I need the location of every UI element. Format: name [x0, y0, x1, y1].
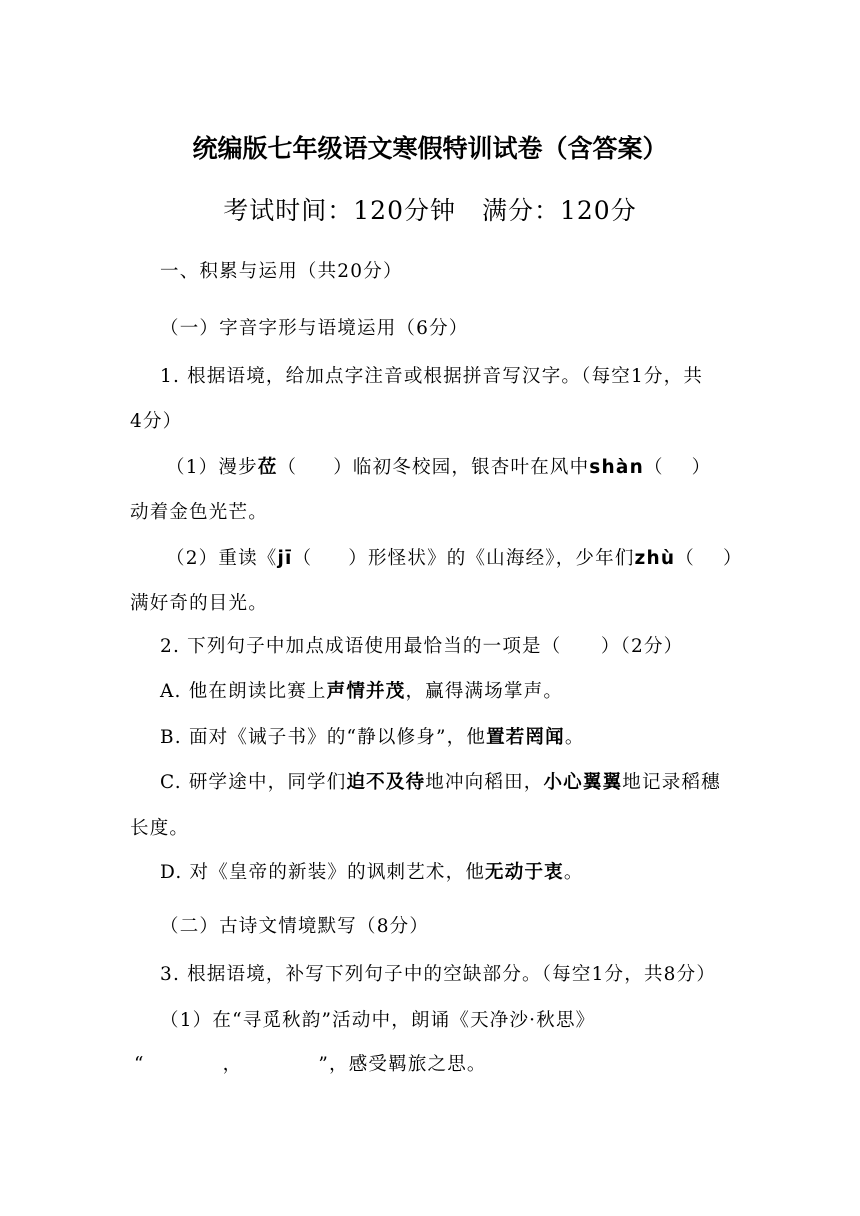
option-c-text-end: 地记录稻穗 [622, 772, 721, 793]
q1-item1-line1 [166, 455, 711, 481]
close-text: ”，感受羁旅之思。 [318, 1054, 487, 1075]
q2-option-c-line1 [160, 770, 721, 796]
q1-item1-line2: 动着金色光芒。 [130, 502, 268, 523]
pinyin-shan: shàn [589, 457, 644, 478]
option-d-text: D. 对《皇帝的新装》的讽刺艺术，他 [160, 862, 486, 883]
option-d-idiom: 无动于衷 [485, 862, 564, 883]
option-d-text-end: 。 [563, 862, 584, 883]
q1-item1-text-e: ） [691, 457, 712, 478]
option-c-text-mid: 地冲向稻田， [425, 772, 544, 793]
q1-item1-text-a: （1）漫步 [166, 457, 258, 478]
page-title: 统编版七年级语文寒假特训试卷（含答案） [192, 134, 668, 163]
q1-item2-text-c: ）形怪状》的《山海经》，少年们 [348, 548, 635, 569]
q1-item2-line2: 满好奇的目光。 [130, 593, 268, 614]
part1-heading: （一）字音字形与语境运用（6分） [160, 318, 469, 339]
comma: ， [222, 1054, 243, 1075]
q2-stem: 2. 下列句子中加点成语使用最恰当的一项是（ ）（2分） [160, 636, 684, 657]
exam-info: 考试时间：120分钟 满分：120分 [223, 196, 637, 225]
open-quote: “ [134, 1054, 145, 1075]
q2-option-b [160, 725, 585, 751]
q1-item2-text-d: （ [675, 548, 695, 569]
q1-item2-text-a: （2）重读《 [166, 548, 278, 569]
dotted-char: 莅 [257, 457, 278, 478]
q1-item1-text-d: （ [643, 457, 664, 478]
q2-option-a [160, 679, 563, 705]
option-a-text: A. 他在朗读比赛上 [160, 681, 327, 702]
pinyin-ji: jī [277, 548, 293, 569]
section1-heading: 一、积累与运用（共20分） [160, 261, 403, 282]
option-c-idiom1: 迫不及待 [346, 772, 426, 793]
q3-item1-line1: （1）在“寻觅秋韵”活动中，朗诵《天净沙·秋思》 [160, 1010, 596, 1031]
option-a-text-end: ，赢得满场掌声。 [405, 681, 564, 702]
q1-item1-text-c: ）临初冬校园，银杏叶在风中 [333, 457, 590, 478]
option-b-idiom: 置若罔闻 [486, 727, 565, 748]
option-b-text: B. 面对《诫子书》的“静以修身”，他 [160, 727, 487, 748]
q1-stem-line1: 1. 根据语境，给加点字注音或根据拼音写汉字。（每空1分，共 [160, 366, 704, 387]
q1-item2-text-e: ） [722, 548, 743, 569]
option-a-idiom: 声情并茂 [326, 681, 406, 702]
q3-stem: 3. 根据语境，补写下列句子中的空缺部分。（每空1分，共8分） [160, 964, 717, 985]
option-c-idiom2: 小心翼翼 [543, 772, 623, 793]
q2-option-d [160, 860, 584, 886]
option-c-text: C. 研学途中，同学们 [160, 772, 347, 793]
q1-item2-line1 [166, 546, 743, 572]
q1-item1-text-b: （ [277, 457, 298, 478]
part2-heading: （二）古诗文情境默写（8分） [160, 916, 430, 937]
option-b-text-end: 。 [564, 727, 585, 748]
q1-item2-text-b: （ [292, 548, 313, 569]
pinyin-zhu: zhù [634, 548, 676, 569]
q1-stem-line2: 4分） [130, 411, 183, 432]
q2-option-c-line2: 长度。 [130, 818, 190, 839]
q3-item1-line2 [134, 1052, 487, 1078]
